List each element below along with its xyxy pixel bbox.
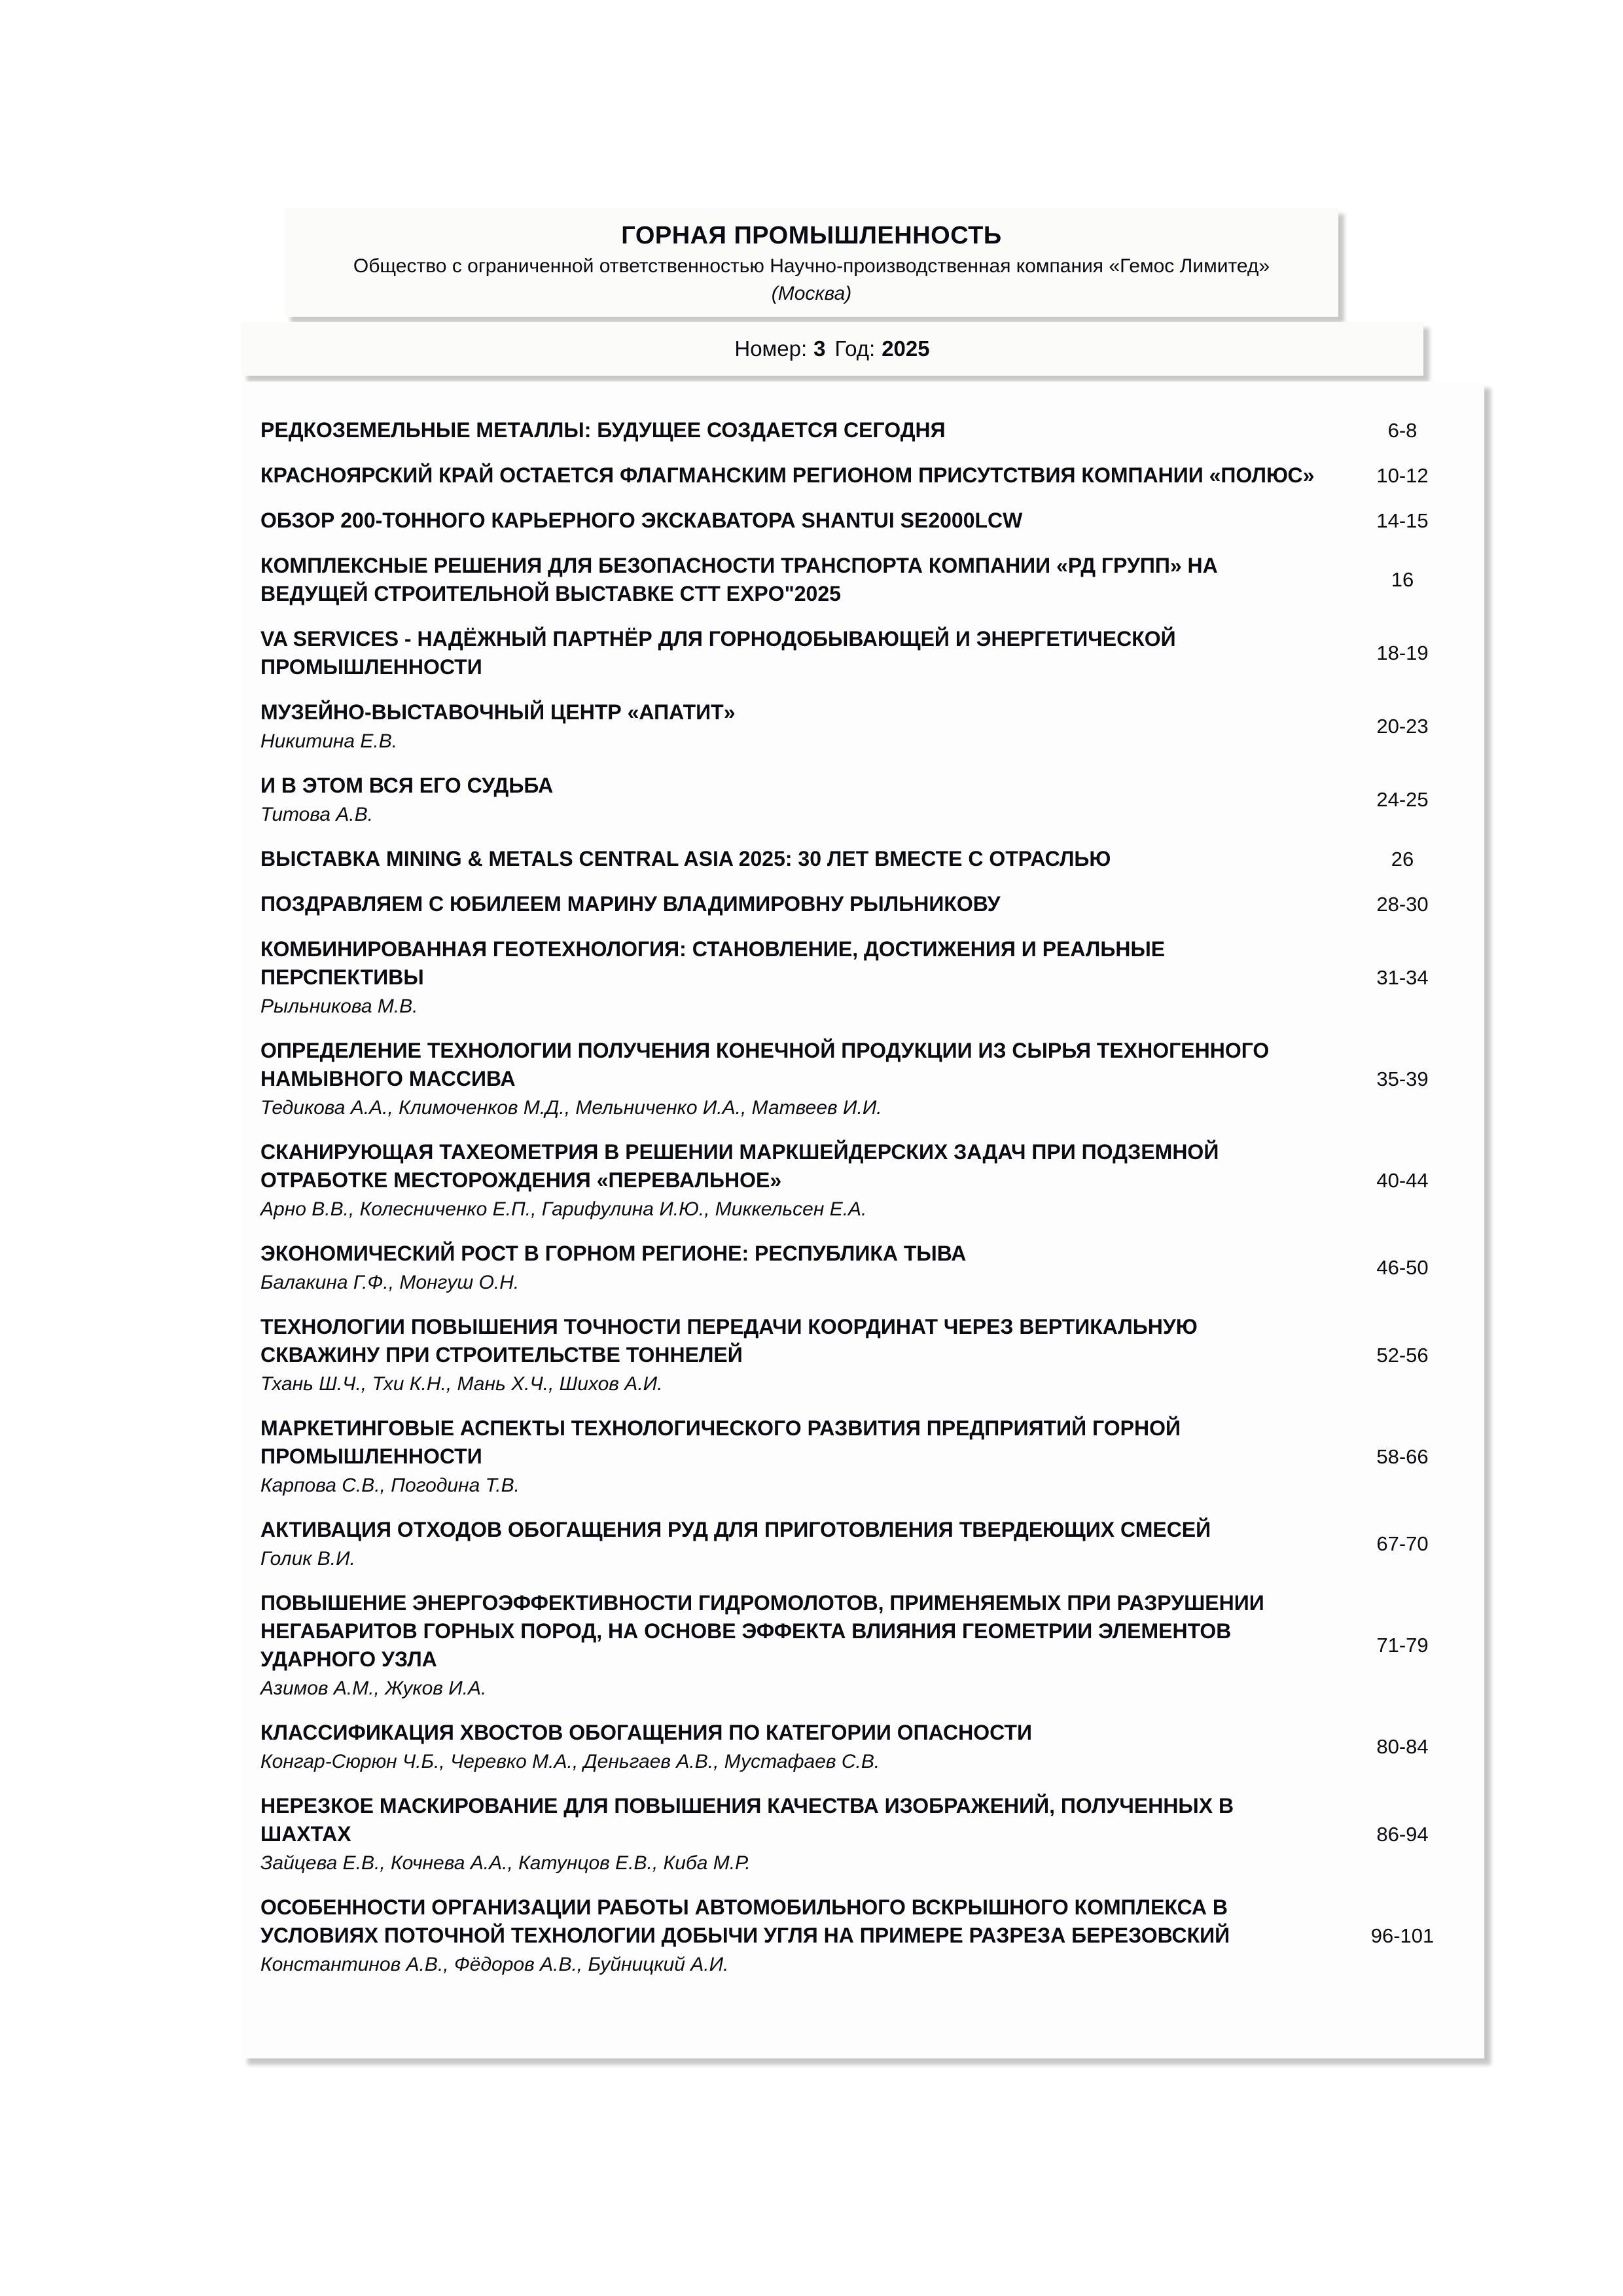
- entry-title: СКАНИРУЮЩАЯ ТАХЕОМЕТРИЯ В РЕШЕНИИ МАРКШЕЙДЕРСКИХ ЗАДАЧ ПРИ ПОДЗЕМНОЙ ОТРАБОТКЕ МЕСТОРОЖДЕНИЯ «ПЕРЕВАЛЬНОЕ»: [260, 1140, 1219, 1192]
- entry-authors: Азимов А.М., Жуков И.А.: [260, 1677, 487, 1699]
- entry-text-block: [260, 890, 1321, 918]
- toc-entry: [260, 1406, 1465, 1507]
- toc-entry: [260, 1231, 1465, 1304]
- journal-publisher: Общество с ограниченной ответственностью Научно-производственная компания «Гемос Лимитед»: [353, 255, 1270, 277]
- entry-authors: Рыльникова М.В.: [260, 996, 418, 1017]
- toc-list: [260, 408, 1465, 1986]
- entry-text-block: [260, 698, 1321, 755]
- entry-text-block: [260, 1893, 1321, 1978]
- entry-title: ОСОБЕННОСТИ ОРГАНИЗАЦИИ РАБОТЫ АВТОМОБИЛЬНОГО ВСКРЫШНОГО КОМПЛЕКСА В УСЛОВИЯХ ПОТОЧНОЙ ТЕХНОЛОГИИ ДОБЫЧИ УГЛЯ НА ПРИМЕРЕ РАЗРЕЗА БЕРЕЗОВСКИЙ: [260, 1895, 1230, 1947]
- entry-pages: 96-101: [1370, 1924, 1435, 1947]
- toc-entry: [260, 1710, 1465, 1784]
- entry-authors: Никитина Е.В.: [260, 730, 398, 752]
- entry-title: РЕДКОЗЕМЕЛЬНЫЕ МЕТАЛЛЫ: БУДУЩЕЕ СОЗДАЕТСЯ СЕГОДНЯ: [260, 418, 946, 442]
- journal-header: [285, 208, 1338, 317]
- entry-title: ПОВЫШЕНИЕ ЭНЕРГОЭФФЕКТИВНОСТИ ГИДРОМОЛОТОВ, ПРИМЕНЯЕМЫХ ПРИ РАЗРУШЕНИИ НЕГАБАРИТОВ ГОРНЫХ ПОРОД, НА ОСНОВЕ ЭФФЕКТА ВЛИЯНИЯ ГЕОМЕТРИИ ЭЛЕМЕНТОВ УДАРНОГО УЗЛА: [260, 1591, 1264, 1671]
- toc-entry: [260, 882, 1465, 927]
- toc-entry: [260, 1885, 1465, 1986]
- entry-text-block: [260, 1313, 1321, 1397]
- entry-text-block: [260, 772, 1321, 828]
- entry-text-block: [260, 1589, 1321, 1702]
- entry-title: КЛАССИФИКАЦИЯ ХВОСТОВ ОБОГАЩЕНИЯ ПО КАТЕГОРИИ ОПАСНОСТИ: [260, 1721, 1032, 1744]
- entry-authors: Константинов А.В., Фёдоров А.В., Буйницкий А.И.: [260, 1954, 729, 1975]
- entry-text-block: [260, 1792, 1321, 1876]
- entry-title: ЭКОНОМИЧЕСКИЙ РОСТ В ГОРНОМ РЕГИОНЕ: РЕСПУБЛИКА ТЫВА: [260, 1242, 967, 1265]
- entry-text-block: [260, 461, 1321, 490]
- entry-pages: 80-84: [1376, 1735, 1429, 1758]
- entry-text-block: [260, 625, 1321, 681]
- entry-pages: 46-50: [1376, 1256, 1429, 1279]
- toc-box: [241, 382, 1484, 2058]
- entry-pages: 35-39: [1376, 1067, 1429, 1090]
- entry-pages: 40-44: [1376, 1168, 1429, 1192]
- entry-pages: 24-25: [1376, 788, 1429, 811]
- entry-authors: Арно В.В., Колесниченко Е.П., Гарифулина И.Ю., Миккельсен Е.А.: [260, 1198, 867, 1220]
- entry-text-block: [260, 1719, 1321, 1775]
- entry-title: ПОЗДРАВЛЯЕМ С ЮБИЛЕЕМ МАРИНУ ВЛАДИМИРОВНУ РЫЛЬНИКОВУ: [260, 892, 1001, 916]
- toc-entry: [260, 1304, 1465, 1406]
- entry-authors: Конгар-Сюрюн Ч.Б., Черевко М.А., Деньгаев А.В., Мустафаев С.В.: [260, 1751, 880, 1772]
- entry-title: И В ЭТОМ ВСЯ ЕГО СУДЬБА: [260, 774, 554, 797]
- entry-title: VA SERVICES - НАДЁЖНЫЙ ПАРТНЁР ДЛЯ ГОРНОДОБЫВАЮЩЕЙ И ЭНЕРГЕТИЧЕСКОЙ ПРОМЫШЛЕННОСТИ: [260, 627, 1176, 679]
- entry-title: МАРКЕТИНГОВЫЕ АСПЕКТЫ ТЕХНОЛОГИЧЕСКОГО РАЗВИТИЯ ПРЕДПРИЯТИЙ ГОРНОЙ ПРОМЫШЛЕННОСТИ: [260, 1416, 1181, 1468]
- entry-authors: Карпова С.В., Погодина Т.В.: [260, 1475, 520, 1496]
- entry-pages: 20-23: [1376, 715, 1429, 738]
- entry-title: ВЫСТАВКА MINING & METALS CENTRAL ASIA 2025: 30 ЛЕТ ВМЕСТЕ С ОТРАСЛЬЮ: [260, 847, 1111, 870]
- entry-text-block: [260, 1516, 1321, 1572]
- toc-entry: [260, 1581, 1465, 1710]
- toc-entry: [260, 408, 1465, 453]
- issue-number-label: Номер:: [734, 336, 808, 361]
- toc-entry: [260, 543, 1465, 617]
- entry-pages: 52-56: [1376, 1343, 1429, 1367]
- entry-text-block: [260, 935, 1321, 1020]
- entry-text-block: [260, 1414, 1321, 1499]
- toc-entry: [260, 690, 1465, 763]
- toc-entry: [260, 1130, 1465, 1231]
- issue-number-value: 3: [813, 336, 826, 361]
- entry-title: КОМБИНИРОВАННАЯ ГЕОТЕХНОЛОГИЯ: СТАНОВЛЕНИЕ, ДОСТИЖЕНИЯ И РЕАЛЬНЫЕ ПЕРСПЕКТИВЫ: [260, 937, 1166, 989]
- entry-authors: Зайцева Е.В., Кочнева А.А., Катунцов Е.В., Киба М.Р.: [260, 1852, 751, 1874]
- journal-title: ГОРНАЯ ПРОМЫШЛЕННОСТЬ: [621, 222, 1002, 249]
- entry-text-block: [260, 416, 1321, 444]
- toc-entry: [260, 763, 1465, 836]
- entry-authors: Голик В.И.: [260, 1548, 355, 1570]
- journal-city: (Москва): [771, 283, 852, 304]
- issue-year-label: Год:: [834, 336, 876, 361]
- entry-authors: Титова А.В.: [260, 804, 374, 825]
- entry-text-block: [260, 1138, 1321, 1223]
- entry-pages: 31-34: [1376, 965, 1429, 989]
- entry-title: НЕРЕЗКОЕ МАСКИРОВАНИЕ ДЛЯ ПОВЫШЕНИЯ КАЧЕСТВА ИЗОБРАЖЕНИЙ, ПОЛУЧЕННЫХ В ШАХТАХ: [260, 1794, 1234, 1846]
- entry-pages: 18-19: [1376, 641, 1429, 664]
- entry-text-block: [260, 1240, 1321, 1296]
- entry-text-block: [260, 552, 1321, 608]
- entry-pages: 71-79: [1376, 1634, 1429, 1657]
- entry-authors: Тхань Ш.Ч., Тхи К.Н., Мань Х.Ч., Шихов А.И.: [260, 1373, 663, 1395]
- toc-entry: [260, 498, 1465, 543]
- entry-pages: 26: [1391, 847, 1414, 870]
- entry-text-block: [260, 845, 1321, 873]
- entry-title: ОПРЕДЕЛЕНИЕ ТЕХНОЛОГИИ ПОЛУЧЕНИЯ КОНЕЧНОЙ ПРОДУКЦИИ ИЗ СЫРЬЯ ТЕХНОГЕННОГО НАМЫВНОГО МАССИВА: [260, 1039, 1270, 1090]
- entry-title: АКТИВАЦИЯ ОТХОДОВ ОБОГАЩЕНИЯ РУД ДЛЯ ПРИГОТОВЛЕНИЯ ТВЕРДЕЮЩИХ СМЕСЕЙ: [260, 1518, 1211, 1541]
- entry-pages: 28-30: [1376, 892, 1429, 916]
- entry-pages: 14-15: [1376, 509, 1429, 532]
- entry-pages: 6-8: [1387, 418, 1418, 442]
- entry-text-block: [260, 507, 1321, 535]
- entry-title: МУЗЕЙНО-ВЫСТАВОЧНЫЙ ЦЕНТР «АПАТИТ»: [260, 700, 736, 724]
- entry-title: ТЕХНОЛОГИИ ПОВЫШЕНИЯ ТОЧНОСТИ ПЕРЕДАЧИ КООРДИНАТ ЧЕРЕЗ ВЕРТИКАЛЬНУЮ СКВАЖИНУ ПРИ СТРОИТЕЛЬСТВЕ ТОННЕЛЕЙ: [260, 1315, 1198, 1367]
- toc-entry: [260, 836, 1465, 882]
- toc-entry: [260, 1507, 1465, 1581]
- toc-entry: [260, 1784, 1465, 1885]
- toc-entry: [260, 453, 1465, 498]
- entry-pages: 16: [1391, 568, 1414, 591]
- issue-year-value: 2025: [882, 336, 930, 361]
- entry-authors: Балакина Г.Ф., Монгуш О.Н.: [260, 1272, 520, 1293]
- entry-authors: Тедикова А.А., Климоченков М.Д., Мельниченко И.А., Матвеев И.И.: [260, 1097, 882, 1119]
- toc-entry: [260, 617, 1465, 690]
- entry-pages: 67-70: [1376, 1532, 1429, 1555]
- entry-text-block: [260, 1037, 1321, 1121]
- entry-pages: 86-94: [1376, 1822, 1429, 1846]
- toc-entry: [260, 1028, 1465, 1130]
- entry-pages: 58-66: [1376, 1444, 1429, 1468]
- entry-pages: 10-12: [1376, 463, 1429, 487]
- entry-title: ОБЗОР 200-ТОННОГО КАРЬЕРНОГО ЭКСКАВАТОРА SHANTUI SE2000LCW: [260, 509, 1023, 532]
- toc-entry: [260, 927, 1465, 1028]
- entry-title: КОМПЛЕКСНЫЕ РЕШЕНИЯ ДЛЯ БЕЗОПАСНОСТИ ТРАНСПОРТА КОМПАНИИ «РД ГРУПП» НА ВЕДУЩЕЙ СТРОИТЕЛЬНОЙ ВЫСТАВКЕ CTT EXPO"2025: [260, 554, 1218, 605]
- issue-bar: [241, 322, 1423, 376]
- entry-title: КРАСНОЯРСКИЙ КРАЙ ОСТАЕТСЯ ФЛАГМАНСКИМ РЕГИОНОМ ПРИСУТСТВИЯ КОМПАНИИ «ПОЛЮС»: [260, 463, 1315, 487]
